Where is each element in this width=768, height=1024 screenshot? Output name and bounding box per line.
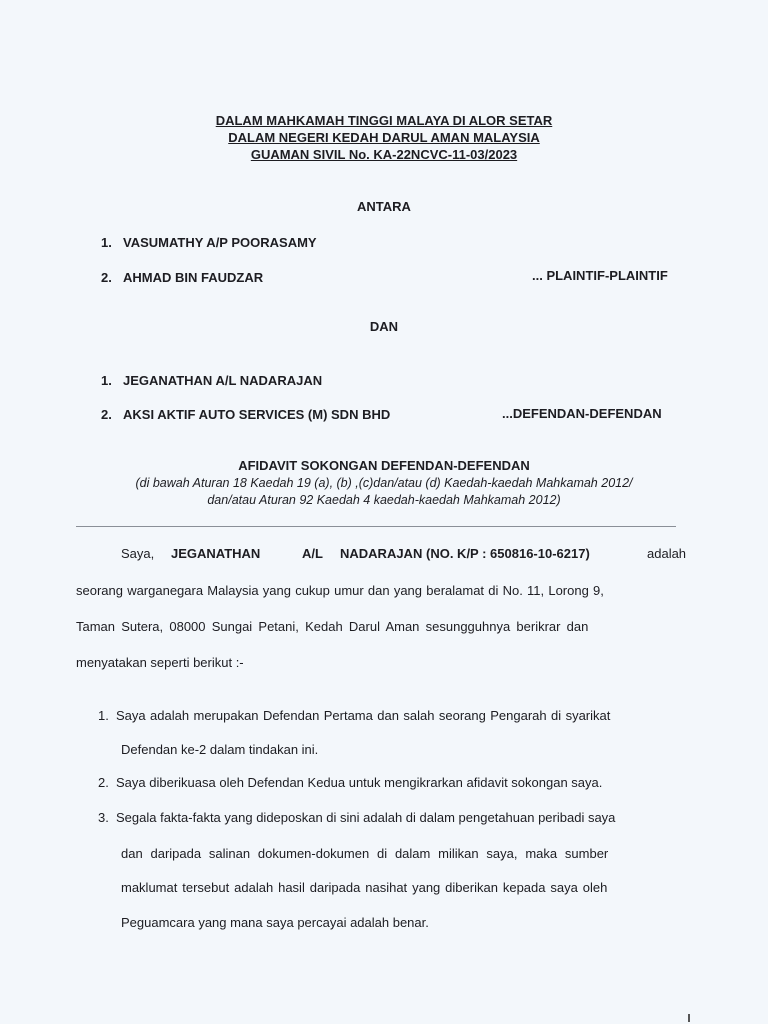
page-edge-mark [688, 1014, 690, 1022]
defendant-2-number: 2. [101, 407, 112, 422]
defendants-role: ...DEFENDAN-DEFENDAN [502, 406, 662, 421]
affidavit-title: AFIDAVIT SOKONGAN DEFENDAN-DEFENDAN [238, 458, 530, 473]
statement-1-number: 1. [98, 708, 109, 723]
statement-2-line-1: Saya diberikuasa oleh Defendan Kedua untuk mengikrarkan afidavit sokongan saya. [116, 775, 603, 790]
intro-line-2: seorang warganegara Malaysia yang cukup umur dan yang beralamat di No. 11, Lorong 9, [76, 583, 604, 598]
intro-line-3: Taman Sutera, 08000 Sungai Petani, Kedah Darul Aman sesungguhnya berikrar dan [76, 619, 589, 634]
statement-3-line-2: dan daripada salinan dokumen-dokumen di dalam milikan saya, maka sumber [121, 846, 609, 861]
statement-3-line-1: Segala fakta-fakta yang dideposkan di sini adalah di dalam pengetahuan peribadi saya [116, 810, 616, 825]
affidavit-subtitle-line-1: (di bawah Aturan 18 Kaedah 19 (a), (b) ,(c)dan/atau (d) Kaedah-kaedah Mahkamah 2012/ [135, 476, 633, 490]
divider-line [76, 526, 676, 527]
deponent-surname: NADARAJAN [340, 546, 423, 561]
court-header-line-2: DALAM NEGERI KEDAH DARUL AMAN MALAYSIA [228, 130, 540, 145]
deponent-al: A/L [302, 546, 323, 561]
intro-adalah: adalah [647, 546, 687, 561]
plaintiff-1-name: VASUMATHY A/P POORASAMY [123, 235, 317, 250]
case-number: GUAMAN SIVIL No. KA-22NCVC-11-03/2023 [250, 147, 518, 162]
defendant-1-name: JEGANATHAN A/L NADARAJAN [123, 373, 323, 388]
between-label: ANTARA [357, 199, 411, 214]
deponent-ic-number: (NO. K/P : 650816-10-6217) [426, 546, 590, 561]
statement-3-number: 3. [98, 810, 109, 825]
defendant-2-name: AKSI AKTIF AUTO SERVICES (M) SDN BHD [123, 407, 391, 422]
statement-3-line-4: Peguamcara yang mana saya percayai adalah benar. [121, 915, 429, 930]
affidavit-subtitle-line-2: dan/atau Aturan 92 Kaedah 4 kaedah-kaedah Mahkamah 2012) [207, 493, 561, 507]
statement-3-line-3: maklumat tersebut adalah hasil daripada nasihat yang diberikan kepada saya oleh [121, 880, 608, 895]
statement-1-line-2: Defendan ke-2 dalam tindakan ini. [121, 742, 319, 757]
and-label: DAN [369, 319, 399, 334]
plaintiff-2-number: 2. [101, 270, 112, 285]
plaintiff-2-name: AHMAD BIN FAUDZAR [123, 270, 264, 285]
defendant-1-number: 1. [101, 373, 112, 388]
statement-2-number: 2. [98, 775, 109, 790]
intro-line-4: menyatakan seperti berikut :- [76, 655, 244, 670]
plaintiffs-role: ... PLAINTIF-PLAINTIF [532, 268, 668, 283]
plaintiff-1-number: 1. [101, 235, 112, 250]
intro-saya: Saya, [121, 546, 155, 561]
court-header-line-1: DALAM MAHKAMAH TINGGI MALAYA DI ALOR SETAR [215, 113, 553, 128]
statement-1-line-1: Saya adalah merupakan Defendan Pertama dan salah seorang Pengarah di syarikat [116, 708, 611, 723]
deponent-first-name: JEGANATHAN [171, 546, 261, 561]
